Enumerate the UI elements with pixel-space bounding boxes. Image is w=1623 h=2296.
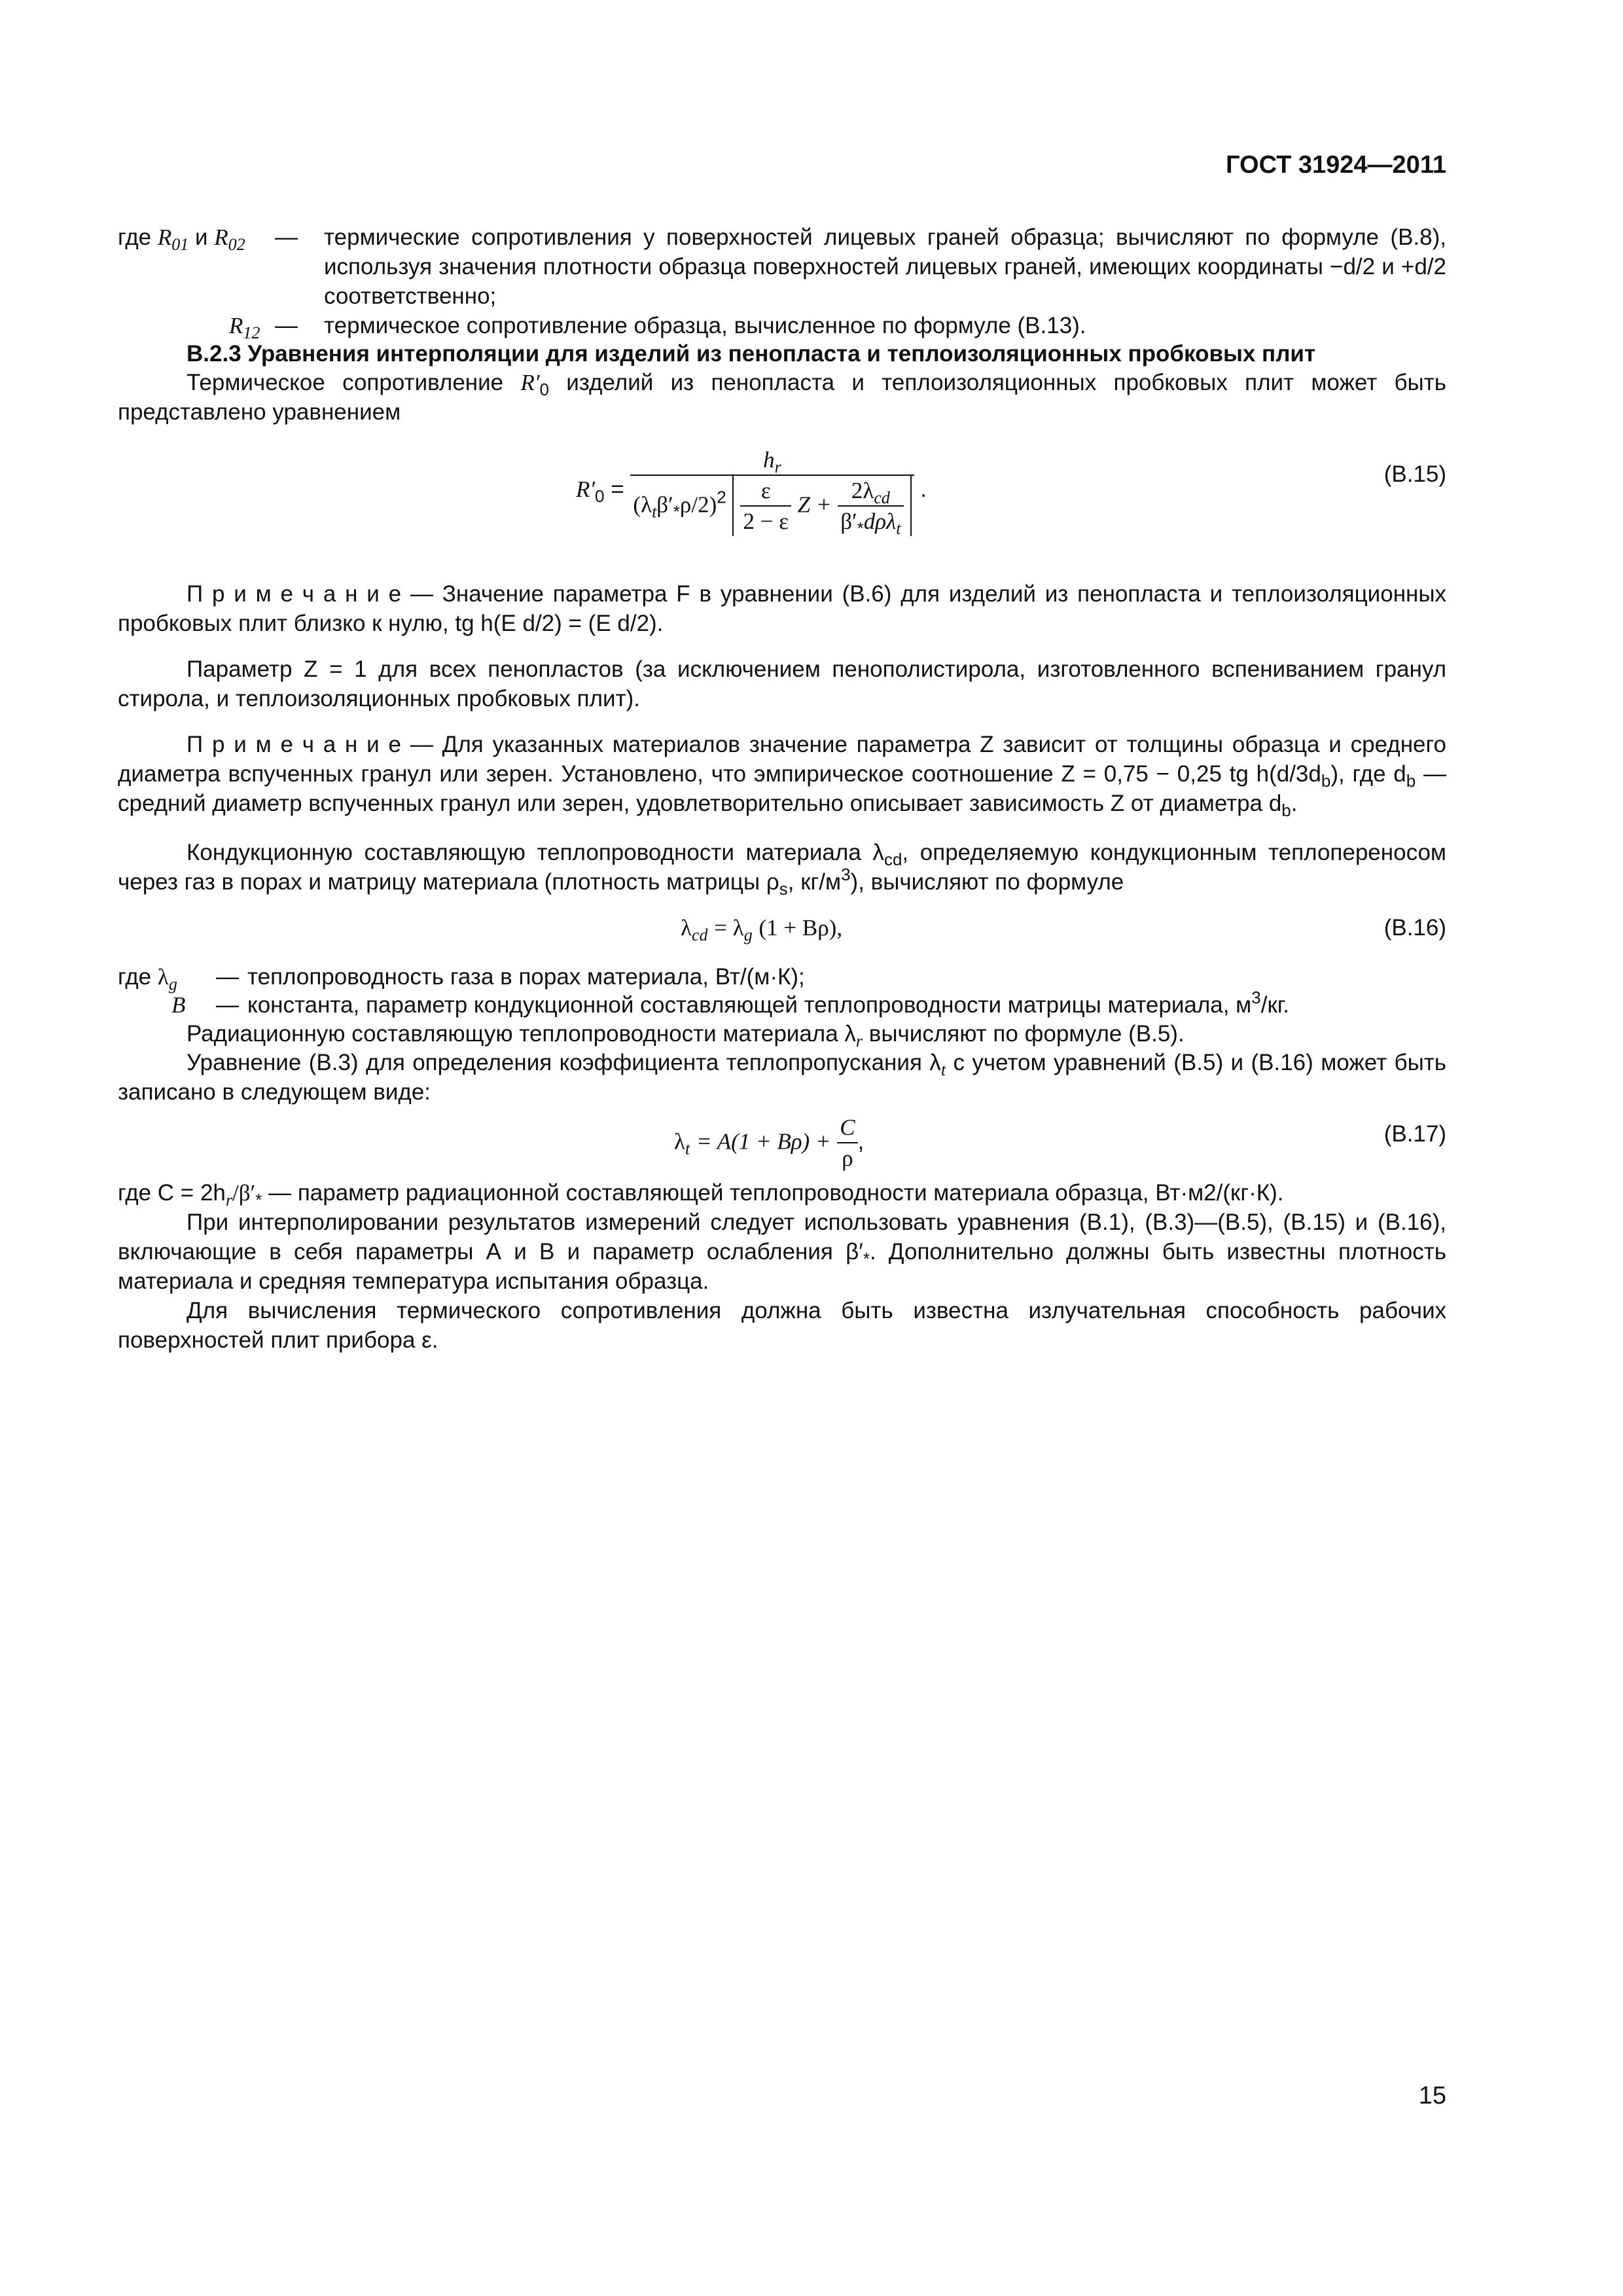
defs2-dash-2: — [216,992,239,1018]
para4: Радиационную составляющую теплопроводности материала $\lambda_r$ вычисляют по формуле (В.5). [187,1021,1185,1050]
document-header: ГОСТ 31924—2011 [1226,151,1446,179]
defs2-text1: теплопроводность газа в порах материала, Вт/(м·К); [247,964,805,990]
defs1-lead: где $R_{01}$ и $R_{02}$ [118,224,245,254]
defs2-text2: константа, параметр кондукционной составляющей теплопроводности матрицы материала, $м^3/кг$. [247,988,1289,1018]
para1: Термическое сопротивление $R'_0$ изделий из пенопласта и теплоизоляционных пробковых плит может быть представлено уравнением [118,370,1446,425]
para3: Кондукционную составляющую теплопроводности материала $\lambda_{cd}$, определяемую кондукционным теплопереносом через газ в порах и матрицу материала (плотность матрицы $\rho_s$, $кг/м^3$), вычисляют по формуле [118,840,1446,899]
section-title: В.2.3 Уравнения интерполяции для изделий из пенопласта и теплоизоляционных пробковых плит [187,341,1316,367]
page-number: 15 [1418,2082,1446,2109]
equation-b17: $\lambda_t = A(1 + B\rho)$ + $\frac{C}{\rho}$ , [674,1113,864,1173]
defs1-r12: $R_{12}$ [229,313,260,342]
equation-b17-number: (В.17) [1383,1121,1446,1147]
note1: П р и м е ч а н и е — Значение параметра F в уравнении (В.6) для изделий из пенопласта и теплоизоляционных пробковых плит близко к нулю, tg h(E d/2) = (E d/2). [118,581,1447,636]
equation-b16: $\lambda_{cd} = \lambda_g$ (1 + Bρ), [681,915,843,944]
equation-b15: $R'_0$ = $h_r$ $(\lambda_t\beta'_*\rho/2)^2$ $\frac{\varepsilon}{2 - \varepsilon}$ Z + $\frac{2\lambda_{cd}}{\beta'_*d\rho\lambda_t}$ . [576,445,927,556]
defs1-dash-2: — [275,313,298,338]
para6: где $C = 2h_r/\beta'_*$ — параметр радиационной составляющей теплопроводности материала образца, Вт·м2/(кг·К). [118,1180,1284,1210]
para5: Уравнение (В.3) для определения коэффициента теплопропускания $\lambda_t$ с учетом уравнений (В.5) и (В.16) может быть записано в следующем виде: [118,1050,1446,1105]
para2: Параметр Z = 1 для всех пенопластов (за исключением пенополистирола, изготовленного вспениванием гранул стирола, и теплоизоляционных пробковых плит). [118,656,1446,711]
defs1-text1: термические сопротивления у поверхностей лицевых граней образца; вычисляют по формуле (В.8), используя значения плотности образца поверхностей лицевых граней, имеющих координаты −d/2 и +d/2 соответственно; [324,224,1446,309]
equation-b15-number: (В.15) [1383,461,1446,487]
defs1-text2: термическое сопротивление образца, вычисленное по формуле (В.13). [324,313,1086,338]
defs1-dash: — [275,224,298,250]
note2: П р и м е ч а н и е — Для указанных материалов значение параметра Z зависит от толщины образца и среднего диаметра вспученных гранул или зерен. Установлено, что эмпирическое соотношение Z = 0,75 − 0,25 tg $h(d/3d_b)$, где $d_b$ — средний диаметр вспученных гранул или зерен, удовлетворительно описывает зависимость Z от диаметра $d_b$. [118,732,1446,820]
equation-b16-number: (В.16) [1383,915,1446,941]
defs2-lead: где $\lambda_g$ [118,964,177,994]
defs2-dash: — [216,964,239,990]
para8: Для вычисления термического сопротивления должна быть известна излучательная способность рабочих поверхностей плит прибора ε. [118,1298,1446,1353]
para7: При интерполировании результатов измерений следует использовать уравнения (В.1), (В.3)—(В.5), (В.15) и (В.16), включающие в себя параметры А и В и параметр ослабления $\beta'_*$. Дополнительно должны быть известны плотность материала и средняя температура испытания образца. [118,1210,1446,1294]
defs2-b: B [171,992,186,1018]
